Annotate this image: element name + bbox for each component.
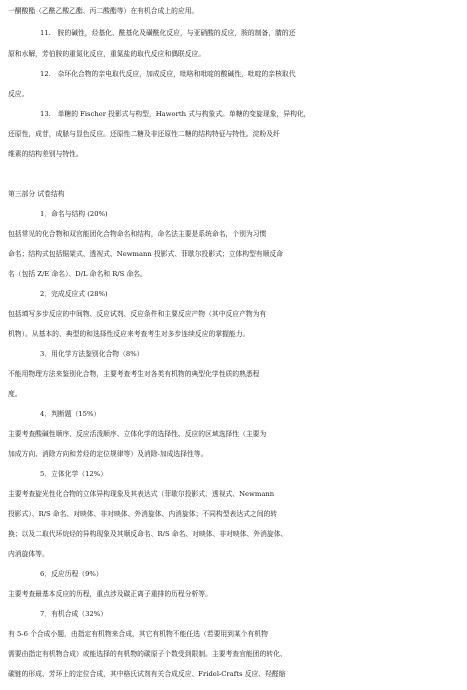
text-line: 命名；结构式包括锯架式、透视式、Newmann 投影式、菲歇尔投影式；立体构型有顺反命 (8, 250, 284, 258)
text-line: 主要考查旋光性化合物的立体异构现象及其表达式（菲歇尔投影式、透视式、Newmann (8, 490, 275, 498)
text-line: 维素的结构差别与特性。 (8, 150, 83, 158)
text-line: 原和水解，芳伯胺的重氮化反应，重氮盐的取代反应和偶联反应。 (8, 50, 206, 58)
subsection-title: 3．用化学方法鉴别化合物（8%） (40, 350, 144, 358)
text-line: 还原性，成苷，成脎与显色反应。还原性二糖及非还原性二糖的结构特征与特性。淀粉及纤 (8, 130, 280, 138)
text-line: 包括填写多步反应的中间物、反应试剂、反应条件和主要反应产物（其中反应产物为有 (8, 310, 267, 318)
subsection-title: 4．判断题（15%） (40, 410, 101, 418)
text-line: 13. 单糖的 Fischer 投影式与构型，Haworth 式与构象式。单糖的变旋现象，异构化， (40, 110, 311, 118)
text-line: 反应。 (8, 90, 29, 98)
text-line: 11. 胺的碱性，烃基化、酰基化及磺酰化反应，与亚硝酸的反应，胺的制备，腈的还 (40, 29, 296, 37)
text-line: 换；以及二取代环烷烃的异构现象及其顺反命名、R/S 命名、对映体、非对映体、外消旋体、 (8, 530, 288, 538)
text-line: 一酮酸酯（乙酰乙酸乙酯、丙二酸酯等）在有机合成上的应用。 (8, 7, 199, 15)
text-line: 不能用物理方法来鉴别化合物，主要考查考生对各类有机物的典型化学性质的熟悉程 (8, 370, 260, 378)
subsection-title: 7．有机合成（32%） (40, 610, 108, 618)
text-line: 度。 (8, 390, 22, 398)
text-line: 名（包括 Z/E 命名）、D/L 命名和 R/S 命名。 (8, 270, 147, 278)
text-line: 12. 杂环化合物的亲电取代反应，加成反应，吡咯和吡啶的酸碱性，吡啶的亲核取代 (40, 70, 296, 78)
text-line: 需要由指定有机物合成）或能选择的有机物的碳原子个数受到限制。主要考查官能团的转化、 (8, 650, 287, 658)
subsection-title: 1．命名与结构 (20%) (40, 210, 108, 218)
section-title: 第三部分 试卷结构 (8, 190, 65, 198)
text-line: 投影式）、R/S 命名、对映体、非对映体、外消旋体、内消旋体；不同构型表达式之间的转 (8, 510, 278, 518)
subsection-title: 2．完成反应式 (28%) (40, 290, 108, 298)
text-line: 有 5-6 个合成小题，由指定有机物来合成，其它有机物不能任选（若要用到某个有机物 (8, 630, 268, 638)
text-line: 主要考查最基本反应的历程，重点涉及碳正离子重排的历程分析等。 (8, 590, 212, 598)
text-line: 机物）。从基本的、典型的和选择性反应来考查考生对多步连续反应的掌握能力。 (8, 330, 250, 338)
text-line: 加成方向、消除方向和芳烃的定位规律等）及消除-加成选择性等。 (8, 450, 208, 458)
subsection-title: 5．立体化学（12%） (40, 470, 108, 478)
subsection-title: 6．反应历程（9%） (40, 570, 103, 578)
text-line: 主要考查酸碱性顺序、反应活泼顺序、立体化学的选择性、反应的区域选择性（主要为 (8, 430, 267, 438)
text-line: 内消旋体等。 (8, 550, 49, 558)
text-line: 碳链的形成、芳环上的定位合成，其中格氏试剂有关合成反应、Fridel-Crafts 反应、羟醛缩 (8, 670, 286, 678)
text-line: 包括常见的化合物和双官能团化合物命名和结构，命名法主要是系统命名，个别为习惯 (8, 230, 267, 238)
